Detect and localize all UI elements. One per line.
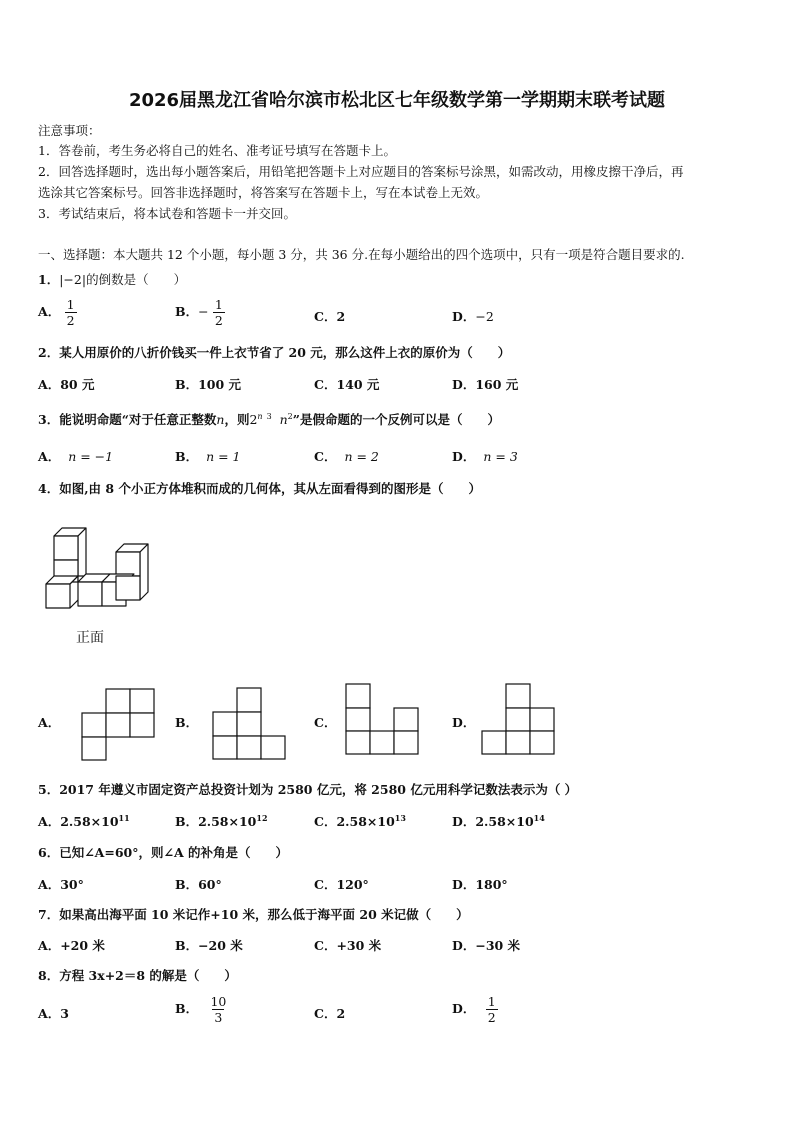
q3-option-b[interactable] xyxy=(175,447,241,465)
numerator: 1 xyxy=(214,297,223,312)
q3-option-c[interactable] xyxy=(314,447,379,465)
q1-option-b[interactable] xyxy=(175,297,225,328)
q2-option-d[interactable]: D．160 元 xyxy=(452,377,519,392)
q5-option-c[interactable]: C．$2.58\times 10^{13}$ xyxy=(314,812,406,829)
q1-option-d[interactable] xyxy=(452,307,494,325)
option-label: C． xyxy=(314,309,337,324)
option-label: D． xyxy=(452,309,476,324)
question-5: 5．2017 年遵义市固定资产总投资计划为 2580 亿元，将 2580 亿元用科学记数法表示为（ ） xyxy=(38,782,578,797)
q6-option-b[interactable]: B．60° xyxy=(175,877,222,892)
q4-option-d-figure[interactable] xyxy=(482,684,558,756)
question-4: 4．如图,由 8 个小正方体堆积而成的几何体，其从左面看得到的图形是（ ） xyxy=(38,481,481,496)
question-text: 3．能说明命题“对于任意正整数 xyxy=(38,412,217,427)
question-7: 7．如果高出海平面 10 米记作+10 米，那么低于海平面 20 米记做（ ） xyxy=(38,907,469,922)
q5-option-a[interactable]: A．$2.58\times 10^{11}$ xyxy=(38,812,130,829)
denominator: 2 xyxy=(214,313,223,328)
option-value: 2 xyxy=(336,309,346,324)
q4-option-b-label[interactable]: B． xyxy=(175,715,199,730)
cube-stack-figure xyxy=(40,522,160,622)
q4-option-a-label[interactable]: A． xyxy=(38,715,61,730)
question-text: ”是假命题的一个反例可以是（ ） xyxy=(292,412,500,427)
question-number: 1． xyxy=(38,272,60,287)
q4-option-d-label[interactable]: D． xyxy=(452,715,476,730)
section-heading: 一、选择题：本大题共 12 个小题，每小题 3 分，共 36 分.在每小题给出的四个选项中，只有一项是符合题目要求的. xyxy=(38,247,685,262)
q2-option-c[interactable]: C．140 元 xyxy=(314,377,380,392)
option-label: D． xyxy=(452,1001,476,1016)
fraction xyxy=(65,297,77,328)
q1-option-a[interactable] xyxy=(38,297,77,328)
question-3 xyxy=(38,410,500,428)
q2-option-a[interactable]: A．80 元 xyxy=(38,377,95,392)
q4-option-a-figure[interactable] xyxy=(82,689,156,761)
question-8: 8．方程 3x+2＝8 的解是（ ） xyxy=(38,968,237,983)
numerator: 10 xyxy=(210,994,227,1009)
q6-option-d[interactable]: D．180° xyxy=(452,877,508,892)
question-text: 的倒数是（ ） xyxy=(86,272,187,287)
q7-option-a[interactable]: A．+20 米 xyxy=(38,938,105,953)
q8-option-a[interactable]: A．3 xyxy=(38,1006,69,1021)
q4-option-c-label[interactable]: C． xyxy=(314,715,337,730)
denominator: 2 xyxy=(487,1010,496,1025)
q8-option-d[interactable] xyxy=(452,994,498,1025)
question-text: ，则 xyxy=(224,412,250,427)
question-6: 6．已知∠A=60°，则∠A 的补角是（ ） xyxy=(38,845,289,860)
denominator: 2 xyxy=(66,313,75,328)
q3-option-a[interactable] xyxy=(38,447,113,465)
q6-option-c[interactable]: C．120° xyxy=(314,877,369,892)
question-2: 2．某人用原价的八折价钱买一件上衣节省了 20 元，那么这件上衣的原价为（ ） xyxy=(38,345,511,360)
option-label: B． xyxy=(175,1001,199,1016)
denominator: 3 xyxy=(214,1010,223,1025)
notice-item-2-cont: 选涂其它答案标号。回答非选择题时，将答案写在答题卡上，写在本试卷上无效。 xyxy=(38,185,489,200)
q2-option-b[interactable]: B．100 元 xyxy=(175,377,242,392)
question-1 xyxy=(38,270,186,288)
notice-heading: 注意事项： xyxy=(38,123,101,138)
q8-option-b[interactable] xyxy=(175,994,228,1025)
numerator: 1 xyxy=(487,994,496,1009)
q7-option-c[interactable]: C．+30 米 xyxy=(314,938,382,953)
q4-option-c-figure[interactable] xyxy=(346,684,422,756)
option-value: n = 2 xyxy=(344,449,379,464)
option-value: n = 3 xyxy=(483,449,518,464)
minus-sign: − xyxy=(198,304,209,319)
page-title: 2026届黑龙江省哈尔滨市松北区七年级数学第一学期期末联考试题 xyxy=(128,90,666,111)
variable-n: n xyxy=(216,412,225,427)
q3-option-d[interactable] xyxy=(452,447,518,465)
q1-option-c[interactable] xyxy=(314,307,345,325)
q5-option-b[interactable]: B．$2.58\times 10^{12}$ xyxy=(175,812,268,829)
abs-value-expression: |−2| xyxy=(59,272,87,287)
option-label: D． xyxy=(452,449,476,464)
notice-item-2: 2．回答选择题时，选出每小题答案后，用铅笔把答题卡上对应题目的答案标号涂黑，如需改动，用橡皮擦干净后，再 xyxy=(38,164,684,179)
option-value: n = −1 xyxy=(68,449,114,464)
numerator: 1 xyxy=(66,297,75,312)
q7-option-d[interactable]: D．−30 米 xyxy=(452,938,521,953)
notice-item-3: 3．考试结束后，将本试卷和答题卡一并交回。 xyxy=(38,206,296,221)
option-label: A． xyxy=(38,449,61,464)
option-value: −2 xyxy=(475,309,494,324)
option-label: C． xyxy=(314,449,337,464)
figure-caption: 正面 xyxy=(76,630,104,646)
q8-option-c[interactable]: C．2 xyxy=(314,1006,346,1021)
fraction xyxy=(486,994,498,1025)
option-label: A． xyxy=(38,304,61,319)
q7-option-b[interactable]: B．−20 米 xyxy=(175,938,243,953)
fraction xyxy=(208,994,228,1025)
fraction xyxy=(213,297,225,328)
notice-item-1: 1．答卷前，考生务必将自己的姓名、准考证号填写在答题卡上。 xyxy=(38,143,396,158)
q5-option-d[interactable]: D．$2.58\times 10^{14}$ xyxy=(452,812,545,829)
inequality-expression: 2$^n$ $^3$ $n^2$ xyxy=(249,411,293,427)
q4-option-b-figure[interactable] xyxy=(211,688,287,760)
option-label: B． xyxy=(175,449,199,464)
option-value: n = 1 xyxy=(206,449,241,464)
option-label: B． xyxy=(175,304,199,319)
q6-option-a[interactable]: A．30° xyxy=(38,877,84,892)
